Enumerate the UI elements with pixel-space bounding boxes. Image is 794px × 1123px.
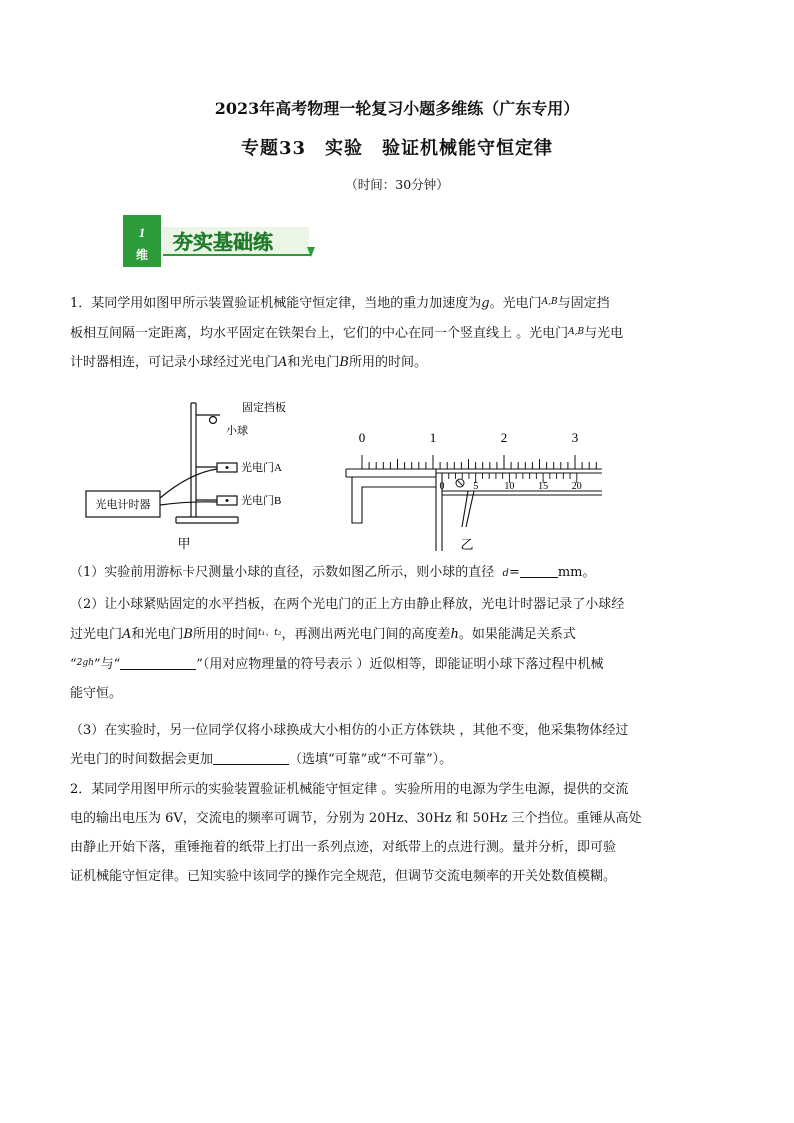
gate-a-label: 光电门A xyxy=(241,462,282,474)
vernier-scale-label: 15 xyxy=(538,481,549,492)
q1-sub1: （1）实验前用游标卡尺测量小球的直径，示数如图乙所示，则小球的直径 d= mm。 xyxy=(70,565,596,580)
main-scale-label: 3 xyxy=(571,430,579,445)
main-scale-label: 1 xyxy=(429,430,437,445)
q1-sub3: （3）在实验时，另一位同学仅将小球换成大小相仿的小正方体铁块 ，其他不变，他采集物体经过 光电门的时间数据会更加 （选填“可靠”或“不可靠”）。 xyxy=(70,723,629,767)
fig-jia-caption: 甲 xyxy=(177,536,191,551)
document-title: 2023年高考物理一轮复习小题多维练（广东专用） xyxy=(214,99,580,118)
topic-title: 专题33 实验 验证机械能守恒定律 xyxy=(240,138,554,159)
vernier-scale-label: 0 xyxy=(439,481,445,492)
section-badge xyxy=(121,213,321,269)
fig-yi-caption: 乙 xyxy=(460,537,474,552)
ball-label: 小球 xyxy=(226,425,248,437)
main-scale-label: 2 xyxy=(500,430,508,445)
timer-label: 光电计时器 xyxy=(95,499,151,511)
badge-label: 夯实基础练 xyxy=(173,232,273,254)
board-label: 固定挡板 xyxy=(242,402,286,414)
apparatus-figure xyxy=(80,395,320,555)
time-limit: （时间：30分钟） xyxy=(345,177,449,192)
answer-blank-diameter[interactable] xyxy=(520,563,558,578)
vernier-scale-label: 10 xyxy=(504,481,515,492)
answer-blank-formula[interactable] xyxy=(120,655,196,670)
vernier-caliper-figure xyxy=(340,425,610,555)
main-scale-label: 0 xyxy=(358,430,366,445)
q1-stem: 1．某同学用如图甲所示装置验证机械能守恒定律，当地的重力加速度为g。光电门$^{A,B}$与固定挡 板相互间隔一定距离，均水平固定在铁架台上，它们的中心在同一个竖直线上 。光电门$^{A,B}$与光电 计时器相连，可记录小球经过光电门A和光电门B所用的时间。 xyxy=(70,296,624,370)
gate-b-label: 光电门B xyxy=(241,495,282,507)
answer-blank-reliability[interactable] xyxy=(213,750,289,765)
badge-char: 维 xyxy=(135,248,149,262)
q1-sub2: （2）让小球紧贴固定的水平挡板，在两个光电门的正上方由静止释放，光电计时器记录了小球经 过光电门A和光电门B所用的时间$^{t_1、t_2}$，再测出两光电门间的高度差h。如果能满足关系式 “$^{2gh}$”与“ ”（用对应物理量的符号表示 ）近似相等，即能证明小球下落过程中机械 能守恒。 xyxy=(70,597,625,701)
vernier-scale-label: 20 xyxy=(571,481,582,492)
badge-number: 1 xyxy=(138,225,146,240)
q2-stem: 2．某同学用图甲所示的实验装置验证机械能守恒定律 。实验所用的电源为学生电源，提供的交流 电的输出电压为 6V，交流电的频率可调节，分别为 20Hz、30Hz 和 50Hz 三个挡位。重锤从高处 由静止开始下落，重锤拖着的纸带上打出一系列点迹，对纸带上的点进行测。量并分析，即可验 证机械能守恒定律。已知实验中该同学的操作完全规范，但调节交流电频率的开关处数值模糊。 xyxy=(70,782,642,884)
vernier-scale-label: 5 xyxy=(473,481,479,492)
